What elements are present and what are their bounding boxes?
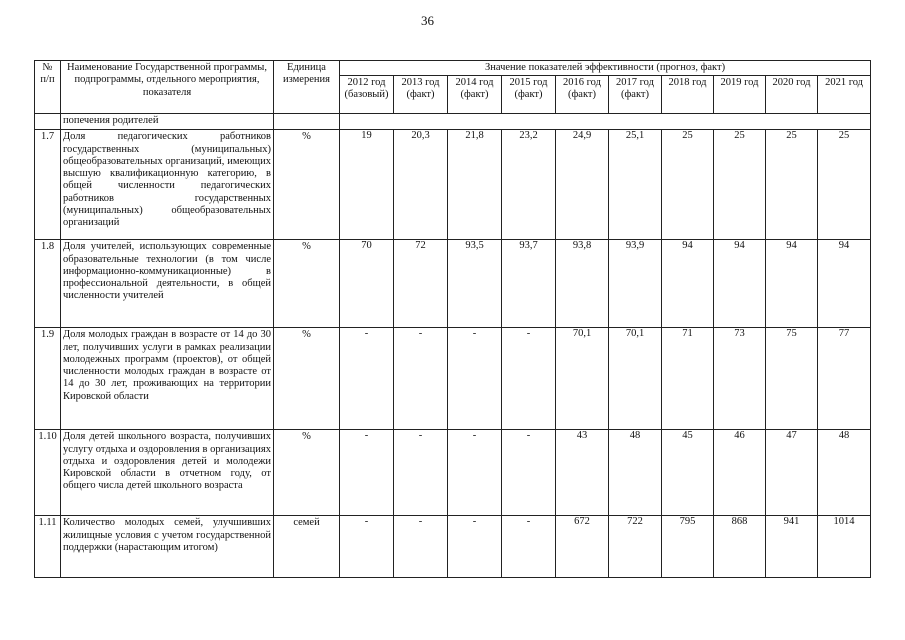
value-cell: 43 xyxy=(556,430,609,516)
header-year: 2018 год xyxy=(662,76,714,114)
value-cell: - xyxy=(502,328,556,430)
header-year: 2014 год (факт) xyxy=(448,76,502,114)
value-cell: 25,1 xyxy=(609,130,662,240)
value-cell: 47 xyxy=(766,430,818,516)
header-name: Наименование Государственной программы, подпрограммы, отдельного мероприятия, показателя xyxy=(61,61,274,114)
table-row xyxy=(35,430,871,516)
header-year: 2021 год xyxy=(818,76,871,114)
value-cell: 71 xyxy=(662,328,714,430)
value-cell: 75 xyxy=(766,328,818,430)
value-cell: 94 xyxy=(662,240,714,328)
continuation-num-cell xyxy=(35,114,61,130)
header-year: 2019 год xyxy=(714,76,766,114)
table-row xyxy=(35,130,871,240)
header-year: 2020 год xyxy=(766,76,818,114)
table-row xyxy=(35,516,871,578)
indicator-name: Доля педагогических работников государственных (муниципальных) общеобразовательных организаций, имеющих высшую квалификационную категорию, в общей численности педагогических работников государственных (муниципальных) общеобразовательных организаций xyxy=(61,130,274,240)
value-cell: - xyxy=(394,430,448,516)
indicator-name: Доля молодых граждан в возрасте от 14 до 30 лет, получивших услуги в рамках реализации молодежных программ (проектов), от общей численности молодых граждан в возрасте от 14 до 30 лет, проживающих на территории Кировской области xyxy=(61,328,274,430)
unit-cell: % xyxy=(274,430,340,516)
continuation-unit-cell xyxy=(274,114,340,130)
value-cell: 93,7 xyxy=(502,240,556,328)
value-cell: 20,3 xyxy=(394,130,448,240)
table-row xyxy=(35,328,871,430)
unit-cell: % xyxy=(274,240,340,328)
row-number: 1.11 xyxy=(35,516,61,578)
value-cell: 73 xyxy=(714,328,766,430)
value-cell: 24,9 xyxy=(556,130,609,240)
value-cell: - xyxy=(394,328,448,430)
header-year: 2015 год (факт) xyxy=(502,76,556,114)
value-cell: 45 xyxy=(662,430,714,516)
value-cell: 1014 xyxy=(818,516,871,578)
value-cell: 94 xyxy=(766,240,818,328)
value-cell: 25 xyxy=(766,130,818,240)
value-cell: - xyxy=(448,516,502,578)
continuation-text: попечения родителей xyxy=(61,114,274,130)
value-cell: 722 xyxy=(609,516,662,578)
row-number: 1.10 xyxy=(35,430,61,516)
value-cell: 93,8 xyxy=(556,240,609,328)
row-number: 1.7 xyxy=(35,130,61,240)
value-cell: 70 xyxy=(340,240,394,328)
page-number: 36 xyxy=(421,13,434,28)
value-cell: - xyxy=(394,516,448,578)
unit-cell: % xyxy=(274,328,340,430)
value-cell: 941 xyxy=(766,516,818,578)
value-cell: - xyxy=(340,328,394,430)
value-cell: 94 xyxy=(714,240,766,328)
unit-cell: семей xyxy=(274,516,340,578)
header-num: № п/п xyxy=(35,61,61,114)
header-year: 2013 год (факт) xyxy=(394,76,448,114)
value-cell: 70,1 xyxy=(609,328,662,430)
header-unit: Единица измерения xyxy=(274,61,340,114)
value-cell: 77 xyxy=(818,328,871,430)
value-cell: 72 xyxy=(394,240,448,328)
header-year: 2012 год (базовый) xyxy=(340,76,394,114)
value-cell: 46 xyxy=(714,430,766,516)
value-cell: 70,1 xyxy=(556,328,609,430)
value-cell: - xyxy=(502,516,556,578)
value-cell: 93,9 xyxy=(609,240,662,328)
value-cell: - xyxy=(502,430,556,516)
header-year: 2017 год (факт) xyxy=(609,76,662,114)
unit-cell: % xyxy=(274,130,340,240)
value-cell: 48 xyxy=(818,430,871,516)
value-cell: 93,5 xyxy=(448,240,502,328)
value-cell: 25 xyxy=(818,130,871,240)
indicators-table xyxy=(34,60,871,578)
value-cell: - xyxy=(340,516,394,578)
value-cell: 19 xyxy=(340,130,394,240)
value-cell: 21,8 xyxy=(448,130,502,240)
value-cell: - xyxy=(448,328,502,430)
header-year: 2016 год (факт) xyxy=(556,76,609,114)
value-cell: 48 xyxy=(609,430,662,516)
indicator-name: Доля детей школьного возраста, получивших услугу отдыха и оздоровления в организациях отдыха и оздоровления детей и молодежи Кировской области в отчетном году, от общего числа детей школьного возраста xyxy=(61,430,274,516)
continuation-values-cell xyxy=(340,114,871,130)
value-cell: 25 xyxy=(714,130,766,240)
value-cell: 795 xyxy=(662,516,714,578)
table-row xyxy=(35,240,871,328)
value-cell: 672 xyxy=(556,516,609,578)
indicator-name: Количество молодых семей, улучшивших жилищные условия с учетом государственной поддержки (нарастающим итогом) xyxy=(61,516,274,578)
header-values-title: Значение показателей эффективности (прогноз, факт) xyxy=(340,61,871,76)
value-cell: 94 xyxy=(818,240,871,328)
row-number: 1.9 xyxy=(35,328,61,430)
indicator-name: Доля учителей, использующих современные образовательные технологии (в том числе информационно-коммуникационные) в профессиональной деятельности, в общей численности учителей xyxy=(61,240,274,328)
value-cell: 23,2 xyxy=(502,130,556,240)
row-number: 1.8 xyxy=(35,240,61,328)
value-cell: - xyxy=(448,430,502,516)
value-cell: - xyxy=(340,430,394,516)
value-cell: 868 xyxy=(714,516,766,578)
value-cell: 25 xyxy=(662,130,714,240)
